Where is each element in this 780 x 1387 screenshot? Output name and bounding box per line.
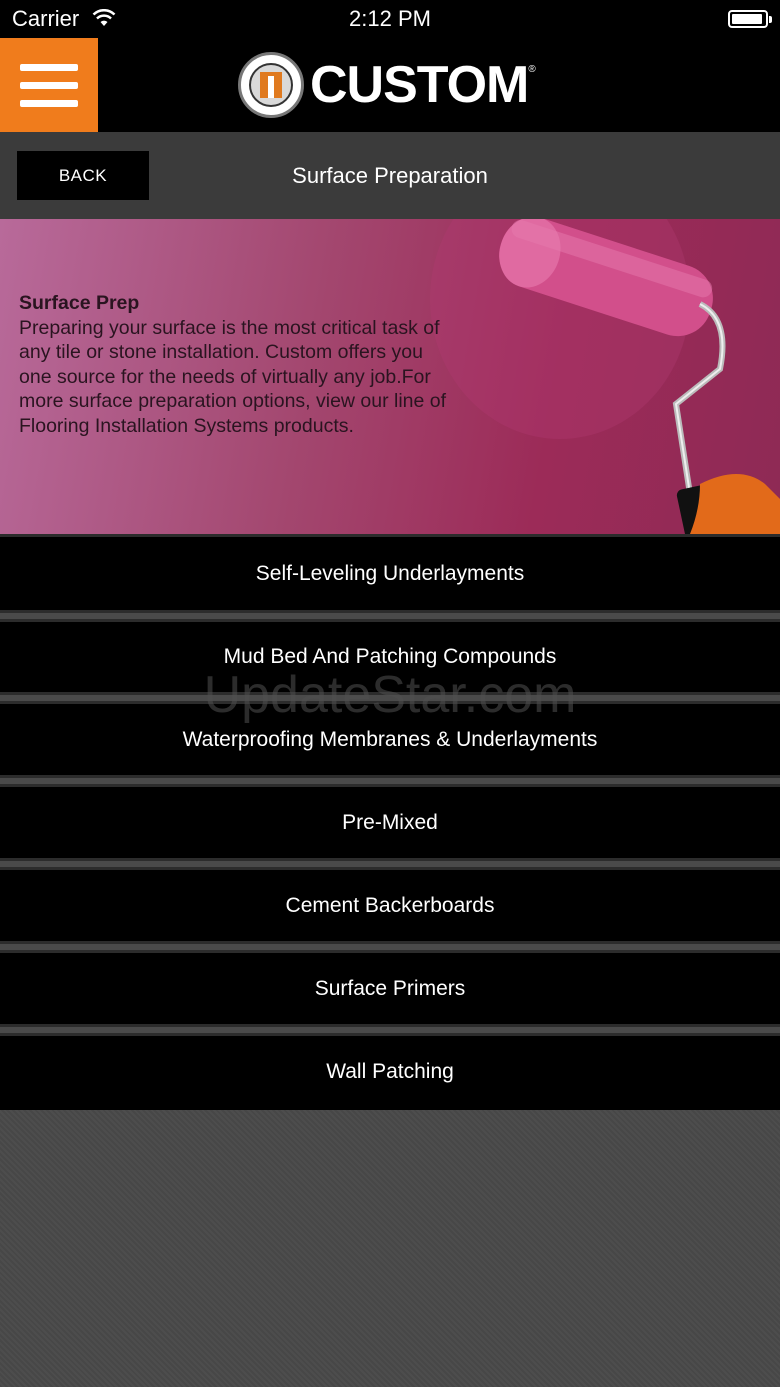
category-mud-bed[interactable]	[0, 619, 780, 695]
logo-seal-icon	[238, 52, 304, 118]
status-bar	[0, 0, 780, 38]
menu-bar	[20, 64, 78, 71]
category-label: Pre-Mixed	[342, 811, 438, 834]
empty-background-area	[0, 1110, 780, 1387]
hero-heading: Surface Prep	[19, 292, 140, 314]
clock: 2:12 PM	[349, 6, 431, 31]
category-label: Waterproofing Membranes & Underlayments	[182, 728, 598, 751]
category-label: Mud Bed And Patching Compounds	[223, 645, 557, 668]
battery-icon	[728, 10, 768, 28]
custom-logo	[238, 50, 536, 120]
category-pre-mixed[interactable]	[0, 784, 780, 861]
page-title: Surface Preparation	[292, 163, 488, 188]
hero-text-block	[19, 291, 459, 438]
category-label: Cement Backerboards	[285, 894, 495, 917]
registered-mark: ®	[528, 64, 536, 75]
back-button[interactable]: BACK	[17, 151, 149, 200]
carrier-label: Carrier	[12, 6, 80, 31]
app-header	[0, 38, 780, 132]
hero-body: Preparing your surface is the most critical task of any tile or stone installation. Custom offers you one source for the needs of virtually any job.For more surface preparation options, view our line of Flooring Installation Systems products.	[19, 316, 447, 437]
watermark: UpdateStar.com	[203, 666, 577, 724]
category-waterproofing[interactable]	[0, 701, 780, 778]
hamburger-menu-button[interactable]	[0, 38, 98, 132]
category-wall-patching[interactable]	[0, 1033, 780, 1110]
subheader	[0, 132, 780, 219]
category-label: Self-Leveling Underlayments	[255, 562, 525, 585]
logo-text: CUSTOM	[310, 56, 529, 114]
category-label: Surface Primers	[314, 977, 466, 1000]
hero-banner	[0, 219, 780, 534]
category-cement-backerboards[interactable]	[0, 867, 780, 944]
category-label: Wall Patching	[326, 1060, 454, 1083]
menu-bar	[20, 82, 78, 89]
menu-bar	[20, 100, 78, 107]
battery-fill	[732, 14, 762, 24]
category-self-leveling[interactable]	[0, 534, 780, 613]
category-surface-primers[interactable]	[0, 950, 780, 1027]
